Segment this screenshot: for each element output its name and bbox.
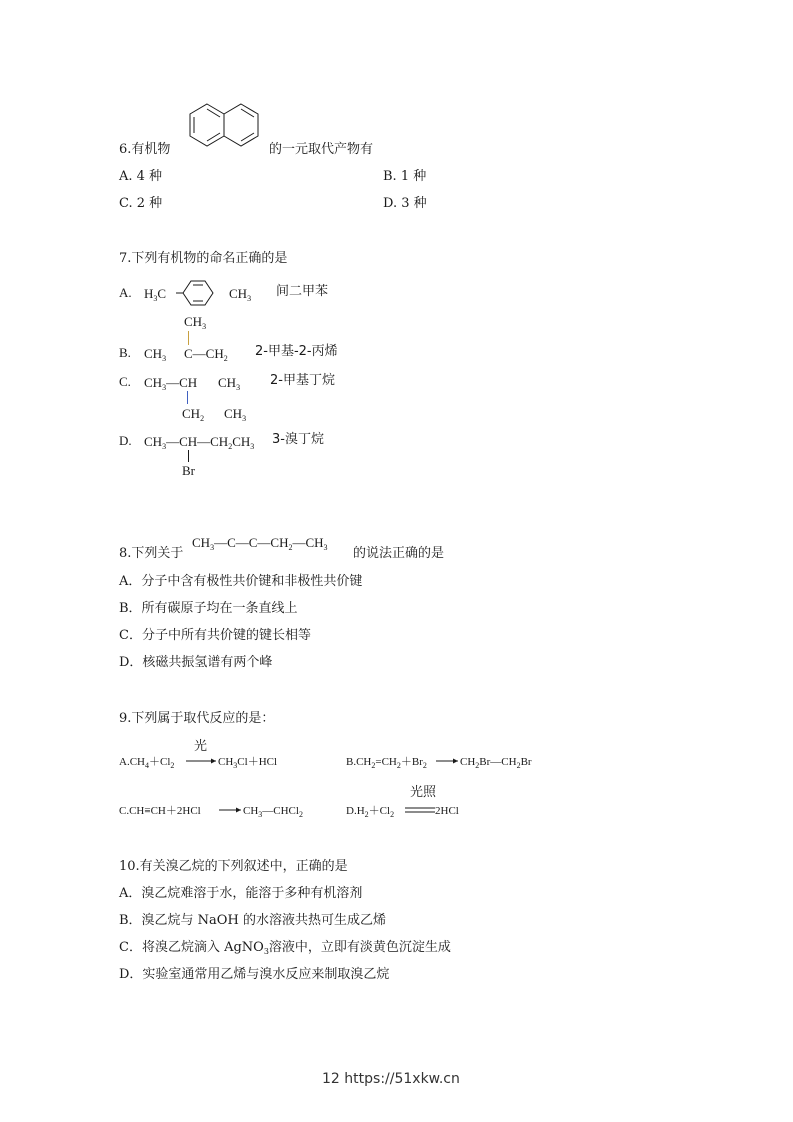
q9-d-equals xyxy=(405,805,435,815)
q7-b-bond xyxy=(188,331,189,345)
q7-d-label: D. xyxy=(119,433,132,448)
q9-b-arrow xyxy=(436,756,460,766)
q9-c-products: $CH_3—CHCl_2$ xyxy=(243,805,303,819)
q9-d-condition: 光照 xyxy=(410,785,437,800)
q6-option-d: D. 3 种 xyxy=(383,196,427,211)
q9-c-reactants: C.CH≡CH＋2HCl xyxy=(119,805,201,817)
q7-c-name: 2-甲基丁烷 xyxy=(270,373,335,388)
q7-d-chain: $CH_3—CH—CH_2CH_3$ xyxy=(144,434,255,451)
benzene-ring xyxy=(176,278,216,308)
q9-b-products: $CH_2Br—CH_2Br$ xyxy=(460,756,532,770)
q7-b-ch3: $CH_3$ xyxy=(144,346,167,363)
q7-c-bond xyxy=(187,391,188,404)
q7-a-right-group: $CH_3$ xyxy=(229,286,252,303)
q6-option-a: A. 4 种 xyxy=(119,169,163,184)
q7-b-name: 2-甲基-2-丙烯 xyxy=(255,344,338,359)
q9-a-reactants: $A.CH_4+Cl_2$ xyxy=(119,756,175,770)
q7-a-left-group: $H_3C$ xyxy=(144,286,167,303)
q10-option-a: A．溴乙烷难溶于水，能溶于多种有机溶剂 xyxy=(119,886,363,901)
q6-suffix: 的一元取代产物有 xyxy=(269,142,374,157)
q10-option-c: C．将溴乙烷滴入 AgNO$_3$溶液中，立即有淡黄色沉淀生成 xyxy=(119,940,451,956)
q7-c-ch3c: $CH_3$ xyxy=(224,406,247,423)
q7-c-ch3b: $CH_3$ xyxy=(218,375,241,392)
q8-option-c: C．分子中所有共价键的键长相等 xyxy=(119,628,311,643)
q7-d-bond xyxy=(188,450,189,462)
naphthalene-structure xyxy=(186,100,266,162)
q8-option-b: B．所有碳原子均在一条直线上 xyxy=(119,601,298,616)
q7-d-name: 3-溴丁烷 xyxy=(272,432,324,447)
footer-site-link[interactable]: https://51xkw.cn xyxy=(344,1071,460,1087)
q7-c-chain: $CH_3—CH$ xyxy=(144,375,198,392)
q9-stem: 9.下列属于取代反应的是： xyxy=(119,711,275,726)
q8-option-a: A．分子中含有极性共价键和非极性共价键 xyxy=(119,574,363,589)
q8-formula: $CH_3—C—C—CH_2—CH_3$ xyxy=(192,535,328,552)
q7-a-name: 间二甲苯 xyxy=(276,284,329,299)
q7-stem: 7.下列有机物的命名正确的是 xyxy=(119,251,288,266)
q10-option-b: B．溴乙烷与 NaOH 的水溶液共热可生成乙烯 xyxy=(119,913,386,928)
q6-prefix: 6.有机物 xyxy=(119,142,171,157)
q7-b-label: B. xyxy=(119,345,131,360)
q10-option-d: D．实验室通常用乙烯与溴水反应来制取溴乙烷 xyxy=(119,967,390,982)
q9-b-reactants: $B.CH_2=CH_2+Br_2$ xyxy=(346,756,427,770)
q6-option-c: C. 2 种 xyxy=(119,196,163,211)
q7-b-chain: $C—CH_2$ xyxy=(184,346,228,363)
q7-c-label: C. xyxy=(119,374,131,389)
q7-c-ch2: $CH_2$ xyxy=(182,406,205,423)
q7-b-top-group: $CH_3$ xyxy=(184,314,207,331)
q9-a-condition: 光 xyxy=(194,739,208,754)
q8-option-d: D．核磁共振氢谱有两个峰 xyxy=(119,655,273,670)
q9-d-reactants: $D.H_2+Cl_2$ xyxy=(346,805,395,819)
q8-prefix: 8.下列关于 xyxy=(119,546,184,561)
q9-c-arrow xyxy=(219,805,243,815)
q7-d-br: Br xyxy=(182,463,195,478)
q9-a-arrow xyxy=(186,756,218,766)
page-footer xyxy=(322,1071,460,1087)
q6-option-b: B. 1 种 xyxy=(383,169,427,184)
q7-a-label: A. xyxy=(119,285,132,300)
q9-a-products: $CH_3Cl+HCl$ xyxy=(218,756,278,770)
q10-stem: 10.有关溴乙烷的下列叙述中，正确的是 xyxy=(119,859,348,874)
page-number: 12 xyxy=(322,1071,340,1087)
q8-suffix: 的说法正确的是 xyxy=(353,546,445,561)
q9-d-products: 2HCl xyxy=(435,805,459,817)
